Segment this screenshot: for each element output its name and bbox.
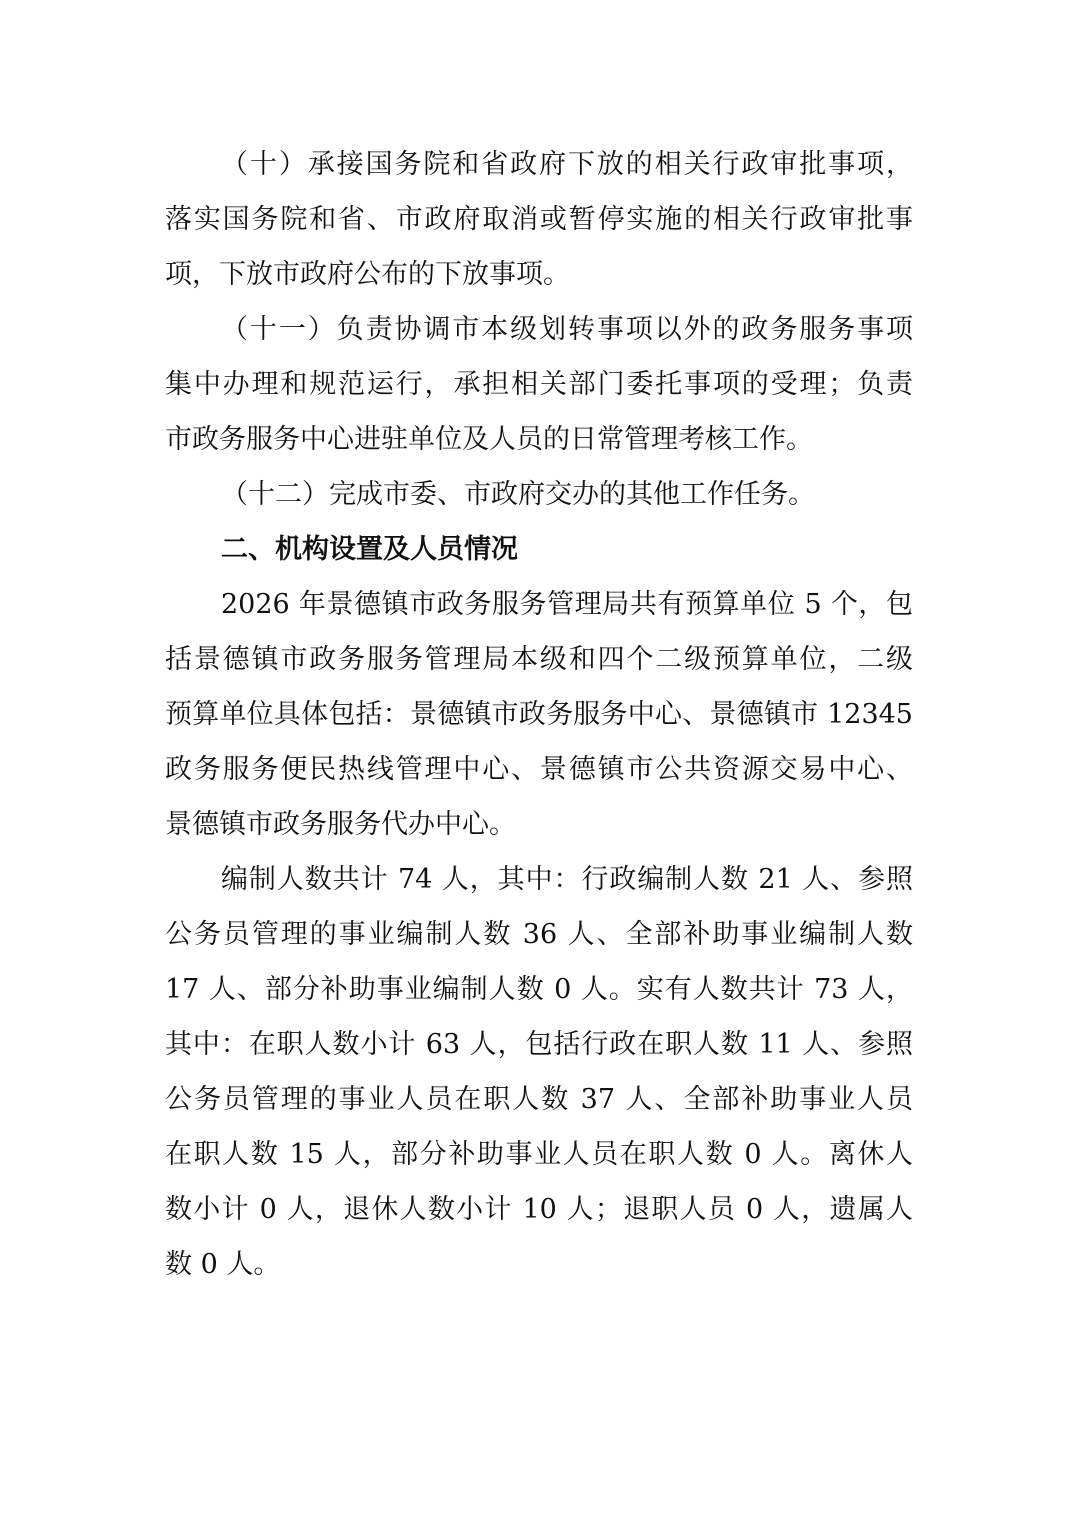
text-line: 公务员管理的事业编制人数 36 人、全部补助事业编制人数 [165,919,913,950]
text-line: （十二）完成市委、市政府交办的其他工作任务。 [221,479,815,510]
text-line: 数 0 人。 [165,1249,281,1280]
text-line: （十）承接国务院和省政府下放的相关行政审批事项， [221,149,913,180]
paragraph-budget-units [165,577,913,852]
paragraph-item-12 [165,467,913,522]
paragraph-staffing [165,852,913,1292]
text-line: 在职人数 15 人，部分补助事业人员在职人数 0 人。离休人 [165,1139,913,1170]
section-heading: 二、机构设置及人员情况 [221,534,518,565]
paragraph-item-10 [165,137,913,302]
text-line: 17 人、部分补助事业编制人数 0 人。实有人数共计 73 人， [165,974,913,1005]
text-line: 集中办理和规范运行，承担相关部门委托事项的受理；负责 [165,369,913,400]
text-line: 落实国务院和省、市政府取消或暂停实施的相关行政审批事 [165,204,913,235]
text-line: 数小计 0 人，退休人数小计 10 人；退职人员 0 人，遗属人 [165,1194,913,1225]
text-line: 2026 年景德镇市政务服务管理局共有预算单位 5 个，包 [221,589,913,620]
text-line: 预算单位具体包括：景德镇市政务服务中心、景德镇市 12345 [165,699,913,730]
text-line: 编制人数共计 74 人，其中：行政编制人数 21 人、参照 [221,864,913,895]
text-line: 政务服务便民热线管理中心、景德镇市公共资源交易中心、 [165,754,913,785]
text-line: （十一）负责协调市本级划转事项以外的政务服务事项 [221,314,913,345]
text-line: 项，下放市政府公布的下放事项。 [165,259,570,290]
text-line: 其中：在职人数小计 63 人，包括行政在职人数 11 人、参照 [165,1029,913,1060]
paragraph-item-11 [165,302,913,467]
text-line: 景德镇市政务服务代办中心。 [165,809,516,840]
document-body [165,137,913,1292]
text-line: 市政务服务中心进驻单位及人员的日常管理考核工作。 [165,424,813,455]
text-line: 公务员管理的事业人员在职人数 37 人、全部补助事业人员 [165,1084,913,1115]
text-line: 括景德镇市政务服务管理局本级和四个二级预算单位，二级 [165,644,913,675]
